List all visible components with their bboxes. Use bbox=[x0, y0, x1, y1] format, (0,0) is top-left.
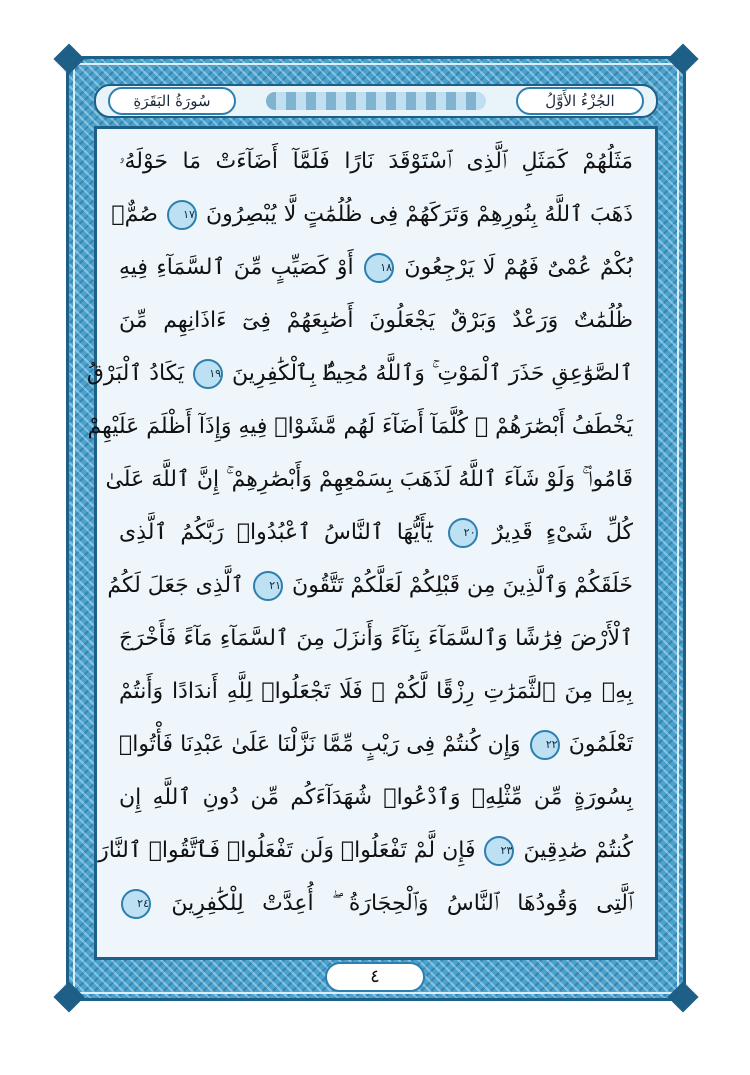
verse-text: بُكْمٌ عُمْىٌ فَهُمْ لَا يَرْجِعُونَ bbox=[404, 255, 633, 280]
text-panel bbox=[86, 126, 658, 960]
verse-text: فَإِن لَّمْ تَفْعَلُوا۟ وَلَن تَفْعَلُوا۟ فَٱتَّقُوا۟ ٱلنَّارَ bbox=[98, 838, 476, 863]
page-number: ٤ bbox=[325, 962, 425, 992]
ayah-number-marker: ٢١ bbox=[253, 571, 283, 601]
verse-text: مَثَلُهُمْ كَمَثَلِ ٱلَّذِى ٱسْتَوْقَدَ نَارًا فَلَمَّآ أَضَآءَتْ مَا حَوْلَهُۥ bbox=[119, 149, 633, 174]
surah-label: سُورَةُ البَقَرَةِ bbox=[108, 87, 236, 115]
page-header bbox=[94, 84, 658, 118]
text-line bbox=[107, 559, 633, 612]
ayah-number-marker: ١٧ bbox=[167, 200, 197, 230]
verse-text: بِسُورَةٍ مِّن مِّثْلِهِۦ وَٱدْعُوا۟ شُهَدَآءَكُم مِّن دُونِ ٱللَّهِ إِن bbox=[119, 785, 633, 810]
verse-text: يَخْطَفُ أَبْصَٰرَهُمْ ۖ كُلَّمَآ أَضَآءَ لَهُم مَّشَوْا۟ فِيهِ وَإِذَآ أَظْلَمَ عَلَيْهِمْ bbox=[87, 414, 633, 439]
verse-text: بِهِۦ مِنَ ٱلثَّمَرَٰتِ رِزْقًا لَّكُمْ ۖ فَلَا تَجْعَلُوا۟ لِلَّهِ أَندَادًا وَأَنتُمْ bbox=[119, 679, 633, 704]
text-line bbox=[86, 347, 633, 400]
verse-text: ذَهَبَ ٱللَّهُ بِنُورِهِمْ وَتَرَكَهُمْ فِى ظُلُمَٰتٍ لَّا يُبْصِرُونَ bbox=[205, 202, 633, 227]
verse-text: وَإِن كُنتُمْ فِى رَيْبٍ مِّمَّا نَزَّلْنَا عَلَىٰ عَبْدِنَا فَأْتُوا۟ bbox=[119, 732, 521, 757]
text-line bbox=[119, 877, 633, 930]
verse-text: ٱلْأَرْضَ فِرَٰشًا وَٱلسَّمَآءَ بِنَآءً وَأَنزَلَ مِنَ ٱلسَّمَآءِ مَآءً فَأَخْرَجَ bbox=[119, 626, 633, 651]
text-lines bbox=[86, 135, 634, 930]
text-line bbox=[119, 771, 633, 824]
text-line bbox=[119, 718, 633, 771]
text-line bbox=[119, 135, 633, 188]
verse-text: يَكَادُ ٱلْبَرْقُ bbox=[86, 361, 185, 386]
verse-text: ظُلُمَٰتٌ وَرَعْدٌ وَبَرْقٌ يَجْعَلُونَ أَصَٰبِعَهُمْ فِىٓ ءَاذَانِهِم مِّنَ bbox=[119, 308, 633, 333]
verse-text: كُلِّ شَىْءٍ قَدِيرٌ bbox=[492, 520, 634, 545]
text-line bbox=[119, 294, 633, 347]
verse-text: صُمٌّۢ bbox=[111, 202, 158, 227]
verse-text: قَامُوا۟ ۚ وَلَوْ شَآءَ ٱللَّهُ لَذَهَبَ بِسَمْعِهِمْ وَأَبْصَٰرِهِمْ ۚ إِنَّ ٱللَّهَ عَلَىٰ bbox=[105, 467, 633, 492]
verse-text: ٱلَّذِى جَعَلَ لَكُمُ bbox=[107, 573, 245, 598]
verse-text: خَلَقَكُمْ وَٱلَّذِينَ مِن قَبْلِكُمْ لَعَلَّكُمْ تَتَّقُونَ bbox=[292, 573, 633, 598]
text-line bbox=[119, 665, 633, 718]
ayah-number-marker: ٢٠ bbox=[448, 518, 478, 548]
ayah-number-marker: ١٩ bbox=[193, 359, 223, 389]
ayah-number-marker: ٢٢ bbox=[530, 730, 560, 760]
text-line bbox=[98, 824, 633, 877]
ayah-number-marker: ١٨ bbox=[364, 253, 394, 283]
text-line bbox=[119, 241, 633, 294]
verse-text: تَعْلَمُونَ bbox=[568, 732, 634, 757]
text-line bbox=[119, 612, 633, 665]
ayah-number-marker: ٢٤ bbox=[121, 889, 151, 919]
verse-text: يَٰٓأَيُّهَا ٱلنَّاسُ ٱعْبُدُوا۟ رَبَّكُمُ ٱلَّذِى bbox=[119, 520, 433, 545]
juz-label: الجُزْءُ الأَوَّلُ bbox=[516, 87, 644, 115]
text-line bbox=[119, 506, 633, 559]
text-line bbox=[105, 453, 633, 506]
ayah-number-marker: ٢٣ bbox=[484, 836, 514, 866]
text-line bbox=[111, 188, 633, 241]
verse-text: كُنتُمْ صَٰدِقِينَ bbox=[523, 838, 633, 863]
verse-text: ٱلَّتِى وَقُودُهَا ٱلنَّاسُ وَٱلْحِجَارَةُ ۖ أُعِدَّتْ لِلْكَٰفِرِينَ bbox=[171, 891, 633, 916]
text-line bbox=[87, 400, 633, 453]
verse-text: أَوْ كَصَيِّبٍ مِّنَ ٱلسَّمَآءِ فِيهِ bbox=[119, 255, 354, 280]
header-ornament bbox=[266, 92, 486, 110]
verse-text: ٱلصَّوَٰعِقِ حَذَرَ ٱلْمَوْتِ ۚ وَٱللَّهُ مُحِيطٌۢ بِٱلْكَٰفِرِينَ bbox=[232, 361, 633, 386]
